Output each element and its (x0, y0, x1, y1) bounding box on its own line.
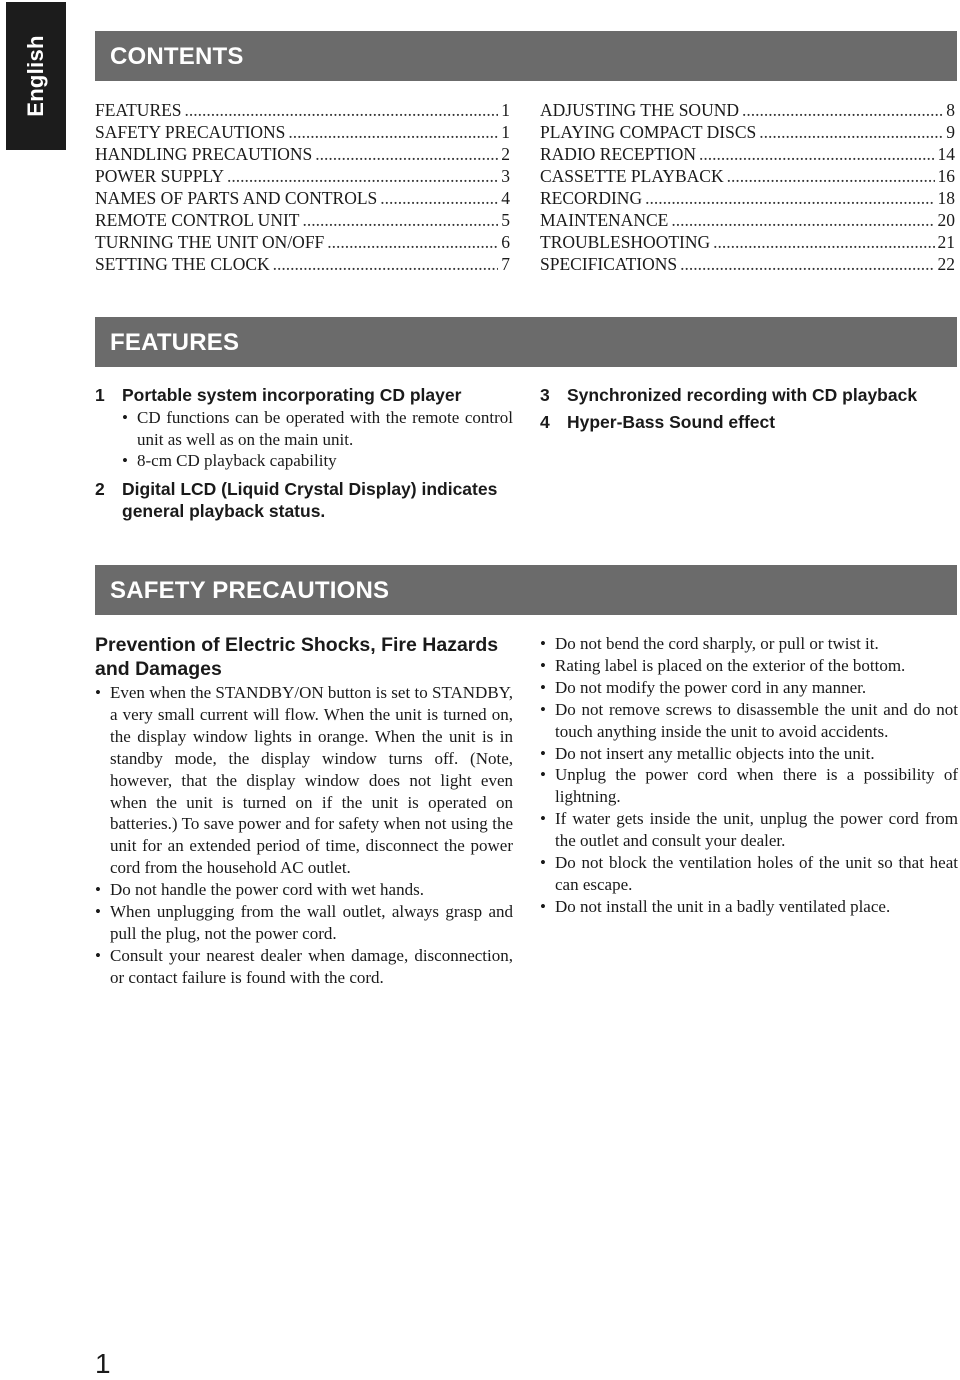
safety-bullet: • Do not insert any metallic objects into the unit. (540, 743, 875, 763)
safety-bullet: • Do not handle the power cord with wet hands. (95, 880, 424, 900)
toc-page: 21 (937, 232, 955, 252)
toc-entry[interactable] (95, 121, 510, 143)
toc-page: 1 (501, 122, 510, 142)
toc-page: 3 (501, 166, 510, 186)
toc-page: 22 (937, 254, 955, 274)
toc-page: 1 (501, 100, 510, 120)
toc-label: RECORDING (540, 188, 643, 208)
toc-label: POWER SUPPLY (95, 166, 225, 186)
toc-page: 18 (937, 188, 955, 208)
feature-item (95, 478, 513, 522)
toc-leader (680, 253, 934, 275)
toc-leader (645, 187, 934, 209)
bullet-icon: • (95, 945, 101, 965)
toc-entry[interactable] (540, 165, 955, 187)
feature-bullet: • CD functions can be operated with the remote control unit as well as on the main unit. (122, 408, 513, 449)
toc-entry[interactable] (95, 209, 510, 231)
language-label: English (23, 35, 48, 117)
toc-entry[interactable] (95, 253, 510, 275)
bullet-icon: • (540, 743, 546, 763)
contents-heading: CONTENTS (95, 31, 957, 81)
feature-item (540, 411, 958, 433)
safety-left-column (95, 633, 513, 989)
safety-bullet: • Even when the STANDBY/ON button is set to STANDBY, a very small current will flow. When the unit is turned on, the display window lights in orange. When the unit is in standby mode, the display window turns off. (Note, however, that the display window does not light even when the unit is turned on if the unit is operated on batteries.) To save power and for safety when not using the unit for an extended period of time, disconnect the power cord from the household AC outlet. (95, 683, 513, 878)
toc-page: 7 (501, 254, 510, 274)
toc-leader (315, 143, 498, 165)
feature-item (95, 384, 513, 406)
features-heading: FEATURES (95, 317, 957, 367)
toc-page: 14 (937, 144, 955, 164)
bullet-icon: • (540, 634, 546, 653)
toc-leader (759, 121, 943, 143)
feature-number: 4 (540, 412, 550, 432)
bullet-icon: • (540, 809, 546, 829)
toc-label: TROUBLESHOOTING (540, 232, 711, 252)
toc-right-column (540, 99, 955, 275)
toc-page: 2 (501, 144, 510, 164)
toc-label: REMOTE CONTROL UNIT (95, 210, 300, 230)
safety-heading: SAFETY PRECAUTIONS (95, 565, 957, 615)
toc-page: 9 (946, 122, 955, 142)
toc-label: CASSETTE PLAYBACK (540, 166, 724, 186)
toc-entry[interactable] (95, 231, 510, 253)
toc-leader (288, 121, 498, 143)
toc-left-column (95, 99, 510, 275)
feature-number: 3 (540, 385, 550, 405)
safety-bullet: • If water gets inside the unit, unplug the power cord from the outlet and consult your dealer. (540, 809, 958, 851)
toc-entry[interactable] (95, 165, 510, 187)
bullet-icon: • (122, 408, 128, 427)
toc-entry[interactable] (540, 143, 955, 165)
toc-page: 16 (937, 166, 955, 186)
toc-page: 20 (937, 210, 955, 230)
feature-bullet: • 8-cm CD playback capability (122, 451, 337, 470)
safety-bullet: • Rating label is placed on the exterior of the bottom. (540, 655, 906, 675)
toc-leader (742, 99, 943, 121)
safety-list-left (95, 682, 513, 989)
toc-leader (227, 165, 498, 187)
feature-number: 1 (95, 385, 105, 405)
bullet-icon: • (540, 896, 546, 916)
toc-entry[interactable] (540, 121, 955, 143)
toc-label: SETTING THE CLOCK (95, 254, 270, 274)
features-left-column (95, 384, 513, 522)
safety-bullet: • Consult your nearest dealer when damage, disconnection, or contact failure is found with the cord. (95, 945, 513, 987)
language-tab (6, 2, 66, 150)
toc-entry[interactable] (540, 231, 955, 253)
feature-item (540, 384, 958, 406)
toc-leader (380, 187, 498, 209)
safety-bullet: • Do not install the unit in a badly ventilated place. (540, 896, 891, 916)
toc-label: ADJUSTING THE SOUND (540, 100, 739, 120)
safety-right-column (540, 633, 958, 918)
bullet-icon: • (95, 880, 101, 900)
toc-label: PLAYING COMPACT DISCS (540, 122, 757, 142)
bullet-icon: • (122, 451, 128, 470)
toc-entry[interactable] (95, 143, 510, 165)
bullet-icon: • (540, 655, 546, 675)
safety-subheading: Prevention of Electric Shocks, Fire Hazards and Damages (95, 634, 499, 680)
bullet-icon: • (540, 765, 546, 785)
toc-label: RADIO RECEPTION (540, 144, 697, 164)
bullet-icon: • (95, 683, 101, 702)
toc-leader (727, 165, 935, 187)
feature-title: Synchronized recording with CD playback (567, 385, 918, 405)
safety-bullet: • Unplug the power cord when there is a possibility of lightning. (540, 765, 958, 807)
bullet-icon: • (540, 853, 546, 873)
toc-label: HANDLING PRECAUTIONS (95, 144, 313, 164)
toc-leader (671, 209, 934, 231)
page-number: 1 (95, 1348, 111, 1379)
safety-list-right (540, 633, 958, 918)
bullet-icon: • (540, 677, 546, 697)
features-right-column (540, 384, 958, 433)
toc-label: MAINTENANCE (540, 210, 669, 230)
toc-entry[interactable] (540, 253, 955, 275)
toc-page: 4 (501, 188, 510, 208)
toc-page: 6 (501, 232, 510, 252)
feature-title: Portable system incorporating CD player (122, 385, 462, 405)
feature-number: 2 (95, 478, 105, 499)
safety-bullet: • When unplugging from the wall outlet, always grasp and pull the plug, not the power cord. (95, 902, 513, 943)
feature-bullets (122, 407, 513, 472)
toc-label: SAFETY PRECAUTIONS (95, 122, 286, 142)
toc-label: TURNING THE UNIT ON/OFF (95, 232, 325, 252)
toc-leader (713, 231, 934, 253)
toc-entry[interactable] (540, 187, 955, 209)
toc-entry[interactable] (540, 99, 955, 121)
toc-leader (302, 209, 498, 231)
toc-leader (273, 253, 499, 275)
safety-bullet: • Do not bend the cord sharply, or pull or twist it. (540, 634, 879, 653)
feature-title: Hyper-Bass Sound effect (567, 412, 776, 432)
safety-bullet: • Do not modify the power cord in any manner. (540, 677, 867, 697)
toc-page: 5 (501, 210, 510, 230)
toc-leader (185, 99, 499, 121)
toc-label: FEATURES (95, 100, 182, 120)
toc-leader (699, 143, 934, 165)
toc-page: 8 (946, 100, 955, 120)
safety-bullet: • Do not remove screws to disassemble the unit and do not touch anything inside the unit to avoid accidents. (540, 699, 958, 741)
bullet-icon: • (540, 699, 546, 719)
toc-entry[interactable] (95, 187, 510, 209)
feature-title: Digital LCD (Liquid Crystal Display) indicates general playback status. (122, 478, 498, 521)
bullet-icon: • (95, 902, 101, 922)
toc-label: NAMES OF PARTS AND CONTROLS (95, 188, 378, 208)
toc-label: SPECIFICATIONS (540, 254, 678, 274)
safety-bullet: • Do not block the ventilation holes of the unit so that heat can escape. (540, 853, 958, 894)
toc-leader (327, 231, 498, 253)
toc-entry[interactable] (540, 209, 955, 231)
toc-entry[interactable] (95, 99, 510, 121)
